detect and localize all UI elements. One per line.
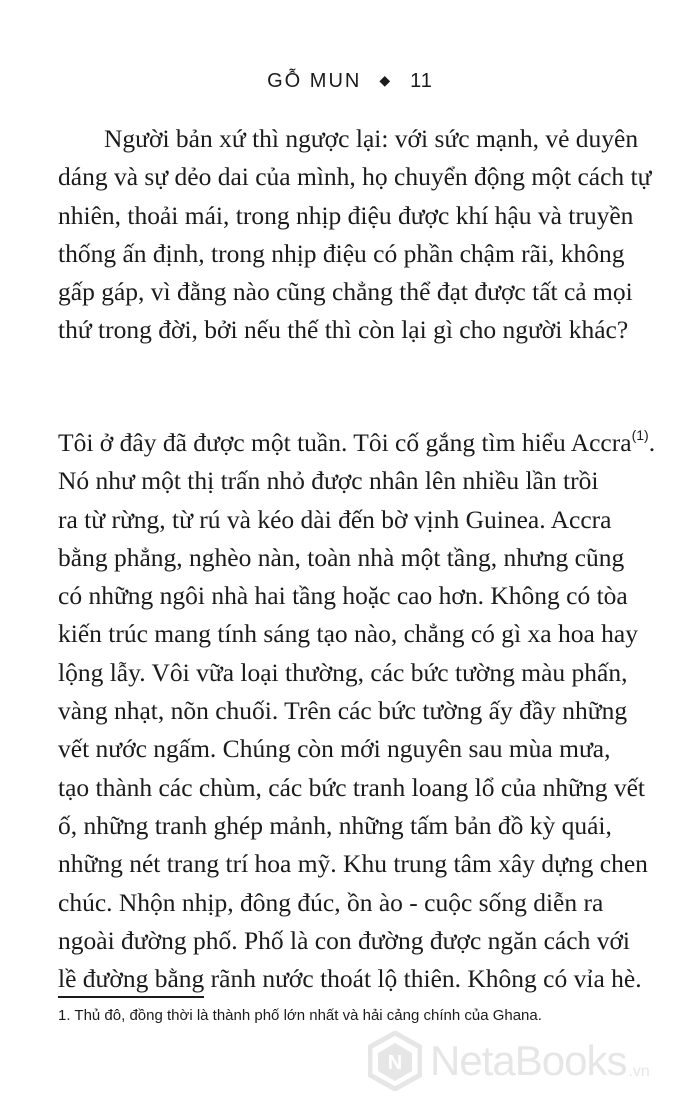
first-line-text: Tôi ở đây đã được một tuần. Tôi cố gắng tìm hiểu Accra: [58, 428, 632, 457]
text-line: kiến trúc mang tính sáng tạo nào, chẳng có gì xa hoa hay: [58, 619, 638, 649]
text-line: vết nước ngấm. Chúng còn mới nguyên sau mùa mưa,: [58, 734, 611, 764]
first-line-period: .: [648, 428, 656, 457]
watermark-brand: NetaBooks: [430, 1037, 627, 1084]
text-line: Nó như một thị trấn nhỏ được nhân lên nhiều lần trồi: [58, 466, 599, 496]
text-line: gấp gáp, vì đằng nào cũng chẳng thể đạt được tất cả mọi: [58, 277, 633, 307]
diamond-separator-icon: ◆: [379, 72, 393, 88]
text-line: tạo thành các chùm, các bức tranh loang lổ của những vết: [58, 772, 645, 802]
text-line: dáng và sự dẻo dai của mình, họ chuyển động một cách tự: [58, 162, 652, 192]
paragraph-2: [58, 416, 656, 998]
text-line: nhiên, thoải mái, trong nhịp điệu được khí hậu và truyền: [58, 200, 634, 230]
footnote-reference: (1): [631, 427, 649, 443]
text-line: lề đường bằng rãnh nước thoát lộ thiên. Không có vỉa hè.: [58, 964, 642, 994]
text-line: thứ trong đời, bởi nếu thế thì còn lại gì cho người khác?: [58, 315, 629, 345]
text-line: chúc. Nhộn nhịp, đông đúc, ồn ào - cuộc sống diễn ra: [58, 887, 604, 917]
footnote: 1. Thủ đô, đồng thời là thành phố lớn nhất và hải cảng chính của Ghana.: [58, 1007, 542, 1024]
text-line: ngoài đường phố. Phố là con đường được ngăn cách với: [58, 925, 631, 955]
running-header: [0, 70, 700, 93]
text-line: ố, những tranh ghép mảnh, những tấm bản đồ kỳ quái,: [58, 810, 612, 840]
text-line: ra từ rừng, từ rú và kéo dài đến bờ vịnh Guinea. Accra: [58, 504, 612, 534]
paragraph-1: [58, 120, 652, 350]
text-line: những nét trang trí hoa mỹ. Khu trung tâm xây dựng chen: [58, 849, 648, 879]
text-line: Người bản xứ thì ngược lại: với sức mạnh, vẻ duyên: [104, 124, 639, 153]
text-line: có những ngôi nhà hai tầng hoặc cao hơn. Không có tòa: [58, 581, 628, 611]
svg-text:N: N: [387, 1052, 403, 1074]
page-number: 11: [410, 70, 433, 92]
footnote-divider: [58, 996, 204, 998]
netabooks-logo-icon: [368, 1031, 422, 1091]
watermark: [368, 1027, 650, 1095]
book-title: GỖ MUN: [267, 70, 362, 92]
text-line: vàng nhạt, nõn chuối. Trên các bức tường ấy đầy những: [58, 696, 628, 726]
text-line: lộng lẫy. Vôi vữa loại thường, các bức tường màu phấn,: [58, 657, 628, 687]
text-line: bằng phẳng, nghèo nàn, toàn nhà một tầng, nhưng cũng: [58, 542, 625, 572]
text-line: [58, 416, 656, 462]
watermark-tld: .vn: [628, 1063, 650, 1080]
text-line: thống ấn định, trong nhịp điệu có phần chậm rãi, không: [58, 238, 625, 268]
